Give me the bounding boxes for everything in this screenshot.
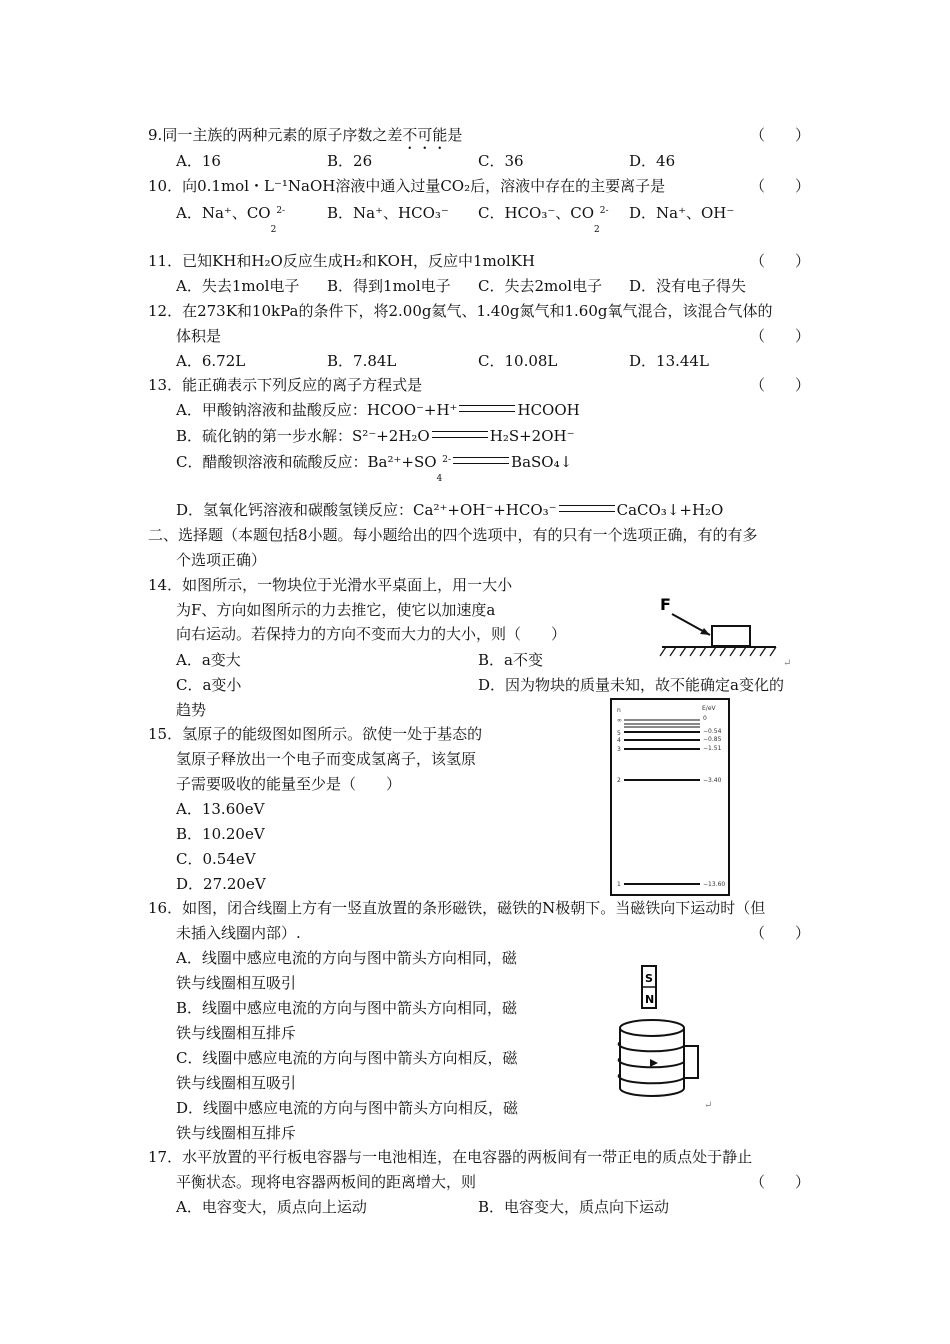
q9-paren: （ ）	[750, 126, 811, 144]
q12-option-b: B．7.84L	[327, 352, 397, 370]
section2-heading-2: 个选项正确）	[176, 551, 267, 569]
q12-option-c: C．10.08L	[478, 352, 558, 370]
q9-stem: 9.同一主族的两种元素的原子序数之差不可能是	[148, 126, 463, 144]
level-1-n: 1	[617, 881, 621, 888]
q13-stem: 13．能正确表示下列反应的离子方程式是	[148, 376, 423, 394]
current-arrow-icon	[650, 1059, 658, 1067]
q14-option-d: D．因为物块的质量未知，故不能确定a变化的	[478, 676, 784, 694]
q12-paren: （ ）	[750, 327, 811, 345]
q17-stem-2: 平衡状态。现将电容器两板间的距离增大，则	[176, 1173, 477, 1191]
q16-option-a-2: 铁与线圈相互吸引	[176, 974, 297, 992]
q10-paren: （ ）	[750, 177, 811, 195]
force-label: F	[660, 595, 671, 614]
table-hatching	[660, 647, 776, 656]
q12-option-d: D．13.44L	[629, 352, 709, 370]
q16-stem-2: 未插入线圈内部）.	[176, 924, 301, 942]
q16-option-d-2: 铁与线圈相互排斥	[176, 1124, 297, 1142]
q16-option-c: C．线圈中感应电流的方向与图中箭头方向相反，磁	[176, 1049, 518, 1067]
section2-heading: 二、选择题（本题包括8小题。每小题给出的四个选项中，有的只有一个选项正确，有的有多	[148, 526, 758, 544]
q15-option-b: B．10.20eV	[176, 825, 265, 843]
q10-option-a: A．Na⁺、$CO_2^{2-}$	[176, 204, 286, 235]
equals-sign	[459, 405, 515, 412]
q14-stem: 14．如图所示，一物块位于光滑水平桌面上，用一大小	[148, 576, 513, 594]
q16-stem: 16．如图，闭合线圈上方有一竖直放置的条形磁铁，磁铁的N极朝下。当磁铁向下运动时（但	[148, 899, 766, 917]
equals-sign	[453, 457, 509, 464]
q9-emphasis: 不可能	[402, 126, 448, 144]
block-force-figure	[658, 590, 793, 670]
q9-option-d: D．46	[629, 152, 676, 170]
q11-option-d: D．没有电子得失	[629, 277, 747, 295]
return-mark: ↵	[783, 658, 792, 669]
q11-stem: 11．已知KH和H₂O反应生成H₂和KOH，反应中1molKH	[148, 252, 535, 270]
level-inf-n: ∞	[617, 717, 622, 724]
magnet-n-pole: N	[645, 993, 655, 1006]
level-2-e: −3.40	[703, 777, 722, 784]
level-2-n: 2	[617, 777, 621, 784]
q15-stem-3: 子需要吸收的能量至少是（ ）	[176, 775, 402, 793]
force-arrowhead	[700, 628, 710, 635]
q16-option-c-2: 铁与线圈相互吸引	[176, 1074, 297, 1092]
magnet-s-pole: S	[645, 972, 653, 985]
level-4-n: 4	[617, 737, 621, 744]
q11-option-c: C．失去2mol电子	[478, 277, 603, 295]
n-label: n	[617, 707, 621, 714]
q15-stem-2: 氢原子释放出一个电子而变成氢离子，该氢原	[176, 750, 477, 768]
level-inf-e: 0	[703, 715, 707, 722]
equals-sign	[559, 505, 615, 512]
q14-stem-2: 为F、方向如图所示的力去推它，使它以加速度a	[176, 601, 496, 619]
q15-option-c: C．0.54eV	[176, 850, 256, 868]
q15-option-d: D．27.20eV	[176, 875, 266, 893]
q17-option-a: A．电容变大，质点向上运动	[176, 1198, 367, 1216]
q11-option-a: A．失去1mol电子	[176, 277, 300, 295]
q14-stem-3: 向右运动。若保持力的方向不变而大力的大小，则（ ）	[176, 625, 567, 643]
q16-option-d: D．线圈中感应电流的方向与图中箭头方向相反，磁	[176, 1099, 519, 1117]
level-5-n: 5	[617, 730, 621, 737]
q13-option-c: C．醋酸钡溶液和硫酸反应：$Ba^{2+}+SO_4^{2-}$ BaSO₄↓	[176, 453, 573, 484]
q9-option-a: A．16	[176, 152, 221, 170]
q16-option-a: A．线圈中感应电流的方向与图中箭头方向相同，磁	[176, 949, 517, 967]
q16-option-b-2: 铁与线圈相互排斥	[176, 1024, 297, 1042]
q17-stem: 17．水平放置的平行板电容器与一电池相连，在电容器的两板间有一带正电的质点处于静止	[148, 1148, 753, 1166]
magnet-coil-figure	[608, 962, 718, 1112]
q15-stem: 15．氢原子的能级图如图所示。欲使一处于基态的	[148, 725, 483, 743]
level-3-n: 3	[617, 746, 621, 753]
q12-option-a: A．6.72L	[176, 352, 246, 370]
q10-option-b: B．Na⁺、HCO₃⁻	[327, 204, 449, 222]
q12-stem: 12．在273K和10kPa的条件下，将2.00g氦气、1.40g氮气和1.60g氧气混合，该混合气体的	[148, 302, 773, 320]
energy-level-figure	[610, 698, 730, 896]
q9-option-c: C．36	[478, 152, 524, 170]
q9-option-b: B．26	[327, 152, 373, 170]
coil	[619, 1020, 698, 1096]
q16-option-b: B．线圈中感应电流的方向与图中箭头方向相同，磁	[176, 999, 518, 1017]
q13-option-b: B．硫化钠的第一步水解：S²⁻+2H₂O H₂S+2OH⁻	[176, 427, 575, 445]
q17-option-b: B．电容变大，质点向下运动	[478, 1198, 670, 1216]
q14-option-d-2: 趋势	[176, 701, 207, 719]
q13-paren: （ ）	[750, 376, 811, 394]
q10-option-c: C．HCO₃⁻、$CO_2^{2-}$	[478, 204, 609, 235]
q11-paren: （ ）	[750, 252, 811, 270]
q14-option-b: B．a不变	[478, 651, 543, 669]
level-5-e: −0.54	[703, 728, 722, 735]
level-3-e: −1.51	[703, 745, 722, 752]
q10-stem: 10．向0.1mol・L⁻¹NaOH溶液中通入过量CO₂后，溶液中存在的主要离子是	[148, 177, 666, 195]
block	[712, 626, 750, 646]
q17-paren: （ ）	[750, 1173, 811, 1191]
q10-option-d: D．Na⁺、OH⁻	[629, 204, 735, 222]
q13-option-a: A．甲酸钠溶液和盐酸反应：HCOO⁻+H⁺ HCOOH	[176, 401, 580, 419]
level-4-e: −0.85	[703, 736, 722, 743]
q14-option-a: A．a变大	[176, 651, 241, 669]
energy-unit: E/eV	[702, 705, 716, 712]
level-1-e: −13.60	[703, 881, 726, 888]
q12-stem-2: 体积是	[176, 327, 222, 345]
return-mark: ↵	[704, 1100, 713, 1111]
q16-paren: （ ）	[750, 924, 811, 942]
q11-option-b: B．得到1mol电子	[327, 277, 451, 295]
q15-option-a: A．13.60eV	[176, 800, 265, 818]
q14-option-c: C．a变小	[176, 676, 242, 694]
equals-sign	[432, 431, 488, 438]
q13-option-d: D．氢氧化钙溶液和碳酸氢镁反应：Ca²⁺+OH⁻+HCO₃⁻ CaCO₃↓+H₂O	[176, 501, 724, 519]
